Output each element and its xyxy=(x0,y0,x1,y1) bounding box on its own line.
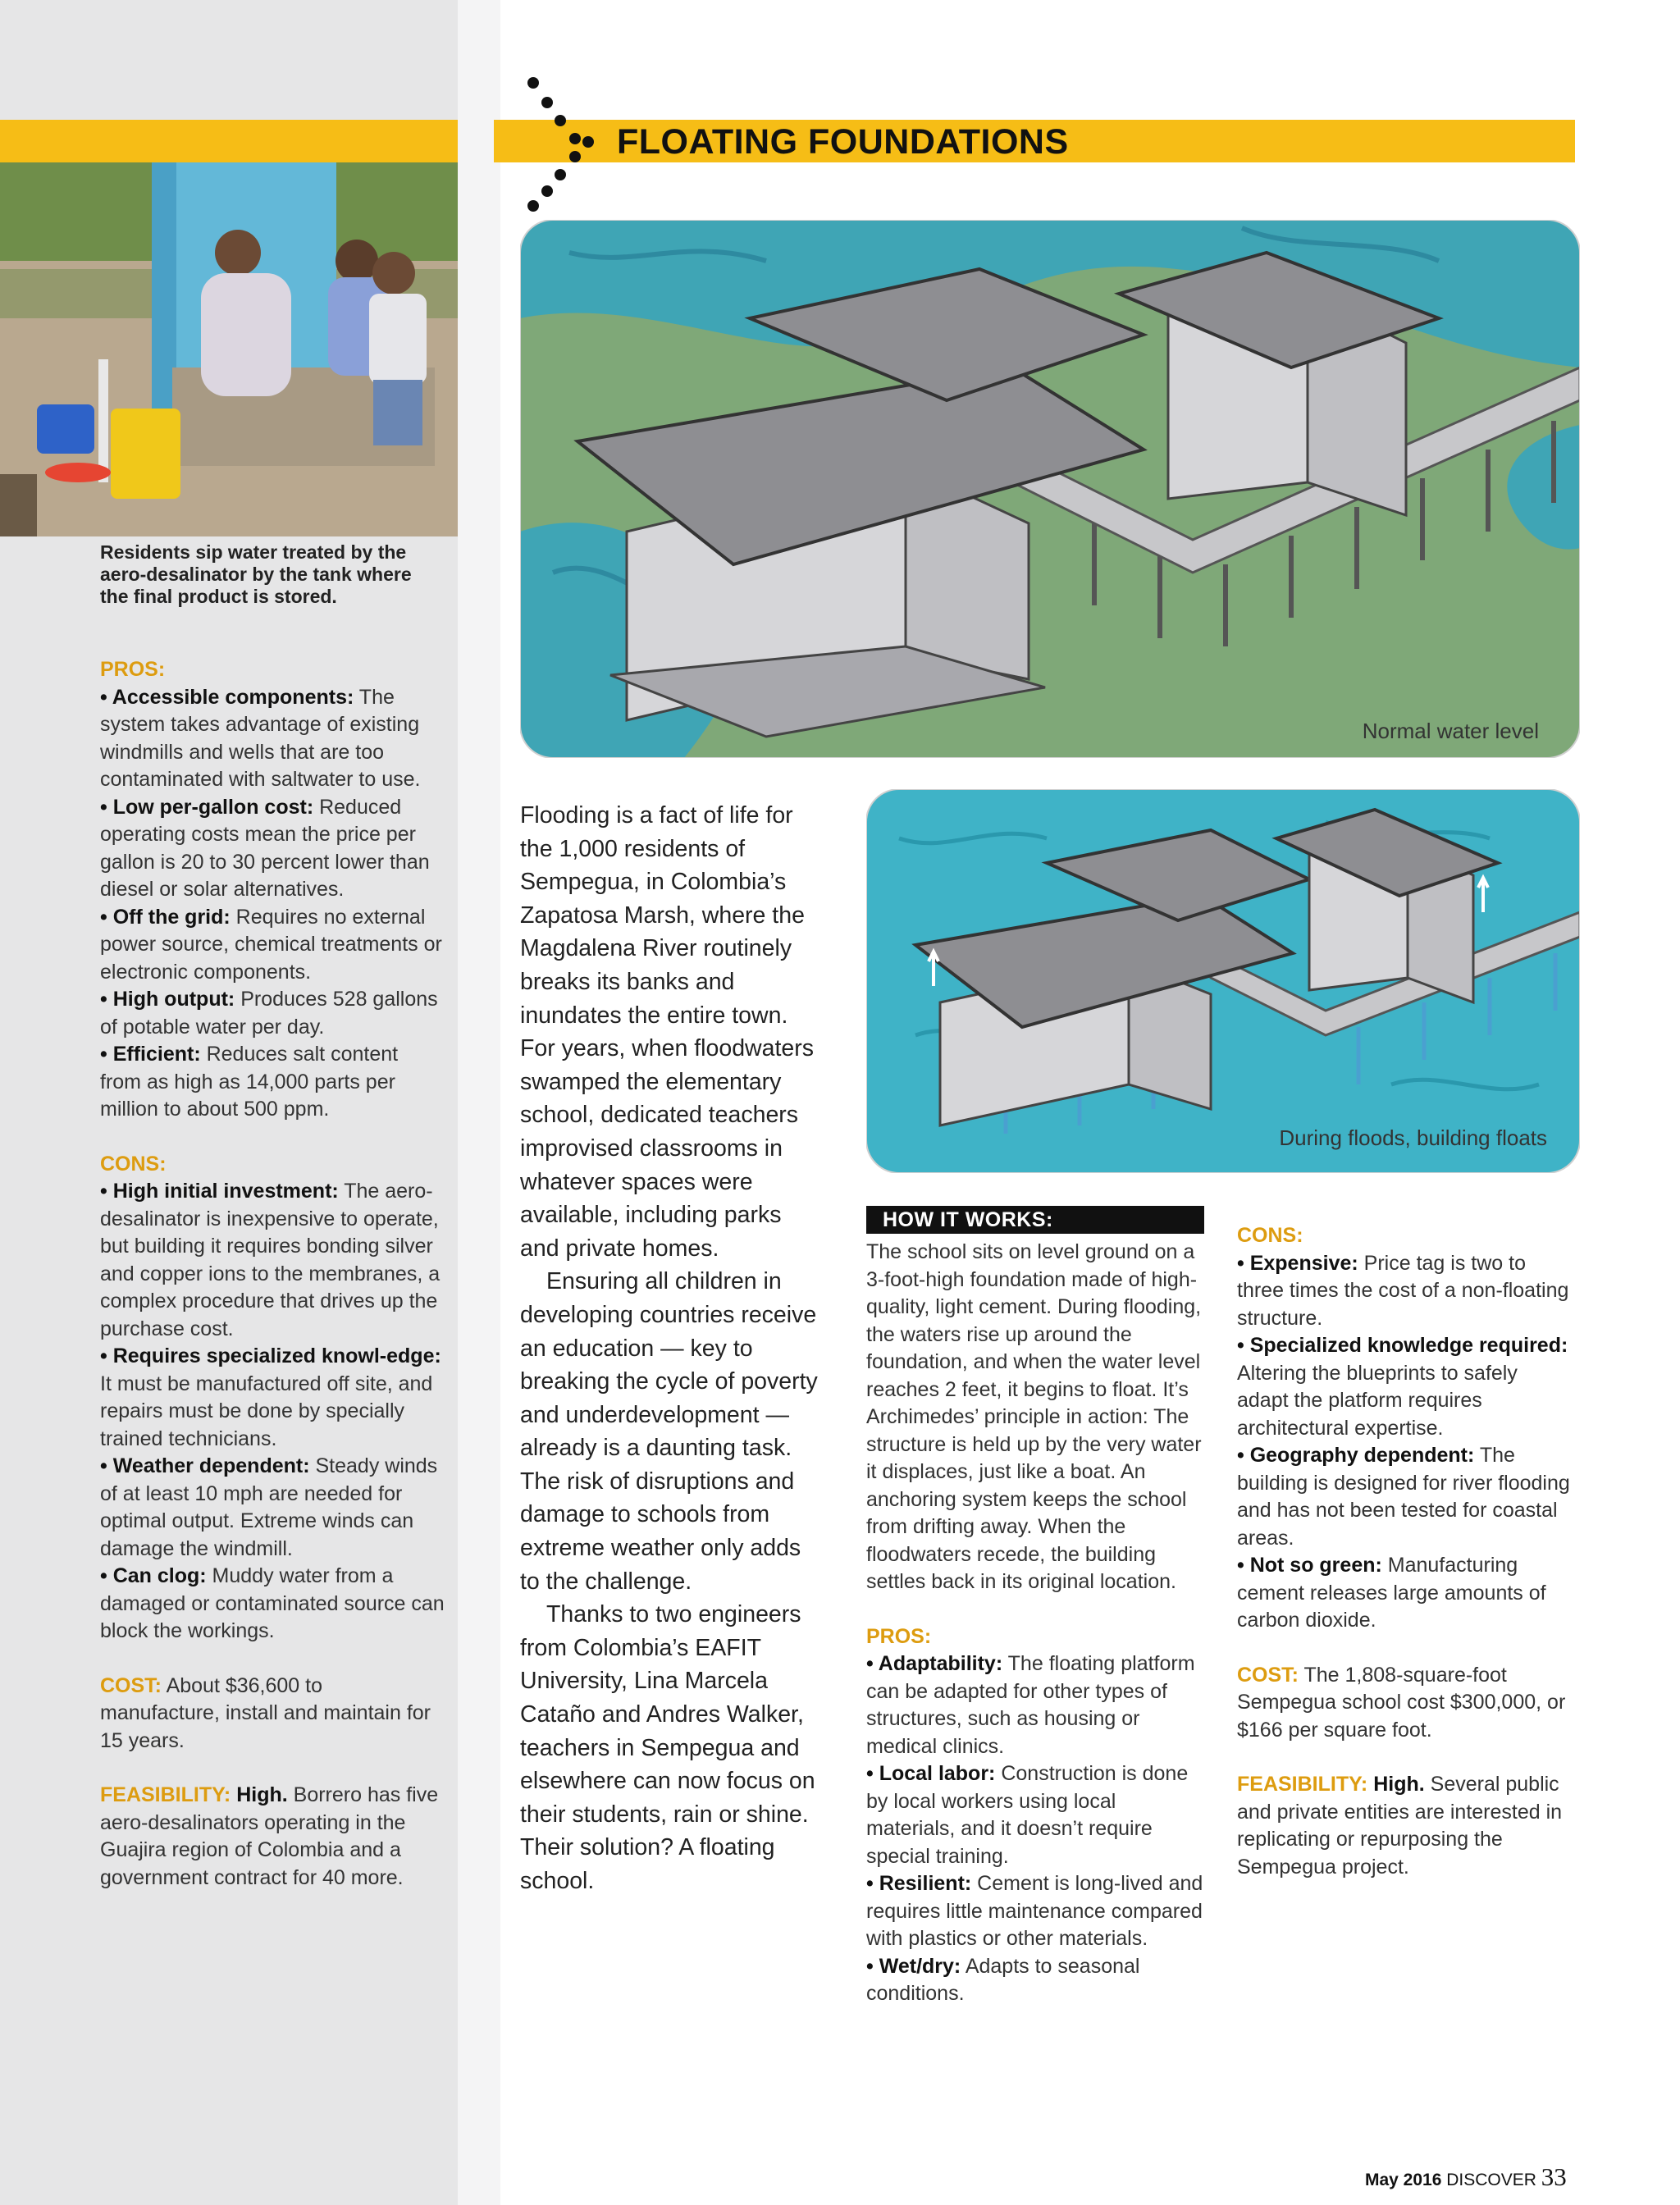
how-it-works-section xyxy=(866,1206,1204,2008)
right-cons-label: CONS: xyxy=(1237,1224,1303,1247)
sidebar-con-item: • Weather dependent: Steady winds of at least 10 mph are needed for optimal output. Extreme winds can damage the windmill. xyxy=(100,1454,438,1560)
column-gutter xyxy=(458,0,500,2205)
right-con-item: • Not so green: Manufacturing cement releases large amounts of carbon dioxide. xyxy=(1237,1554,1546,1632)
page-title: FLOATING FOUNDATIONS xyxy=(617,122,1069,162)
sidebar-yellow-bar xyxy=(0,120,458,162)
footer-magazine: DISCOVER xyxy=(1446,2171,1536,2189)
how-pro-item: • Wet/dry: Adapts to seasonal conditions. xyxy=(866,1954,1140,2005)
right-feasibility: FEASIBILITY: High. Several public and private entities are interested in replicating or repurposing the Sempegua project. xyxy=(1237,1773,1563,1879)
footer-date: May 2016 xyxy=(1365,2171,1442,2189)
sidebar-text xyxy=(100,656,445,1892)
sidebar-con-item: • High initial investment: The aero-desalinator is inexpensive to operate, but building it requires bonding silver and copper ions to the membranes, a complex procedure that drives up the purchase cost. xyxy=(100,1180,441,1340)
residents-photo xyxy=(0,162,458,536)
right-cons-section xyxy=(1237,1222,1573,1881)
right-cost: COST: The 1,808-square-foot Sempegua school cost $300,000, or $166 per square foot. xyxy=(1237,1663,1566,1742)
how-pros-label: PROS: xyxy=(866,1624,932,1648)
body-paragraph: Thanks to two engineers from Colombia’s EAFIT University, Lina Marcela Cataño and Andres Walker, teachers in Sempegua and elsewhere can now focus on their students, rain or shine. Their solution? A floating school. xyxy=(520,1601,815,1894)
sidebar-feasibility: FEASIBILITY: High. Borrero has five aero-desalinators operating in the Guajira region of Colombia and a government contract for 40 more. xyxy=(100,1783,439,1889)
page-number: 33 xyxy=(1541,2162,1567,2191)
how-pro-item: • Resilient: Cement is long-lived and requires little maintenance compared with plastics or other materials. xyxy=(866,1872,1203,1950)
sidebar-pro-item: • Efficient: Reduces salt content from as high as 14,000 parts per million to about 500 ppm. xyxy=(100,1043,399,1121)
body-paragraph: Flooding is a fact of life for the 1,000 residents of Sempegua, in Colombia’s Zapatosa Marsh, where the Magdalena River routinely breaks its banks and inundates the entire town. For years, when floodwaters swamped the elementary school, dedicated teachers improvised classrooms in whatever spaces were available, including parks and private homes. xyxy=(520,802,814,1262)
illustration-flood-floating xyxy=(866,789,1580,1173)
how-it-works-text: The school sits on level ground on a 3-foot-high foundation made of high-quality, light cement. During flooding, the waters rise up around the foundation, and when the water level reaches 2 feet, it begins to float. It’s Archimedes’ principle in action: The structure is held up by the very water it displaces, just like a boat. An anchoring system keeps the school from drifting away. When the floodwaters recede, the building settles back in its original location. xyxy=(866,1240,1202,1593)
illustration-normal-water xyxy=(520,220,1580,758)
sidebar-pro-item: • High output: Produces 528 gallons of potable water per day. xyxy=(100,988,438,1039)
normal-water-label: Normal water level xyxy=(1362,719,1539,743)
sidebar-pro-item: • Low per-gallon cost: Reduced operating costs mean the price per gallon is 20 to 30 percent lower than diesel or solar alternatives. xyxy=(100,795,430,901)
article-body xyxy=(520,799,825,1898)
flood-label: During floods, building floats xyxy=(1279,1125,1547,1150)
right-con-item: • Specialized knowledge required: Altering the blueprints to safely adapt the platform requires architectural expertise. xyxy=(1237,1334,1568,1440)
sidebar-cost: COST: About $36,600 to manufacture, install and maintain for 15 years. xyxy=(100,1673,431,1752)
sidebar-pro-item: • Off the grid: Requires no external power source, chemical treatments or electronic components. xyxy=(100,905,442,984)
body-paragraph: Ensuring all children in developing countries receive an education — key to breaking the cycle of poverty and underdevelopment — already is a daunting task. The risk of disruptions and damage to schools from extreme weather only adds to the challenge. xyxy=(520,1268,818,1595)
right-con-item: • Expensive: Price tag is two to three times the cost of a non-floating structure. xyxy=(1237,1251,1569,1330)
sidebar-con-item: • Can clog: Muddy water from a damaged or contaminated source can block the workings. xyxy=(100,1564,445,1642)
photo-caption: Residents sip water treated by the aero-desalinator by the tank where the final product is stored. xyxy=(100,541,412,607)
page-footer xyxy=(1365,2162,1567,2192)
sidebar-pros-label: PROS: xyxy=(100,658,166,681)
how-it-works-heading: HOW IT WORKS: xyxy=(866,1206,1204,1234)
how-pro-item: • Local labor: Construction is done by local workers using local materials, and it doesn’t require special training. xyxy=(866,1762,1189,1868)
sidebar-pro-item: • Accessible components: The system takes advantage of existing windmills and wells that are too contaminated with saltwater to use. xyxy=(100,685,421,791)
right-con-item: • Geography dependent: The building is designed for river flooding and has not been tested for coastal areas. xyxy=(1237,1444,1570,1550)
sidebar-cons-label: CONS: xyxy=(100,1152,167,1176)
how-pro-item: • Adaptability: The floating platform can be adapted for other types of structures, such as housing or medical clinics. xyxy=(866,1652,1195,1758)
sidebar-con-item: • Requires specialized knowl-edge: It must be manufactured off site, and repairs must be done by specially trained technicians. xyxy=(100,1344,441,1450)
